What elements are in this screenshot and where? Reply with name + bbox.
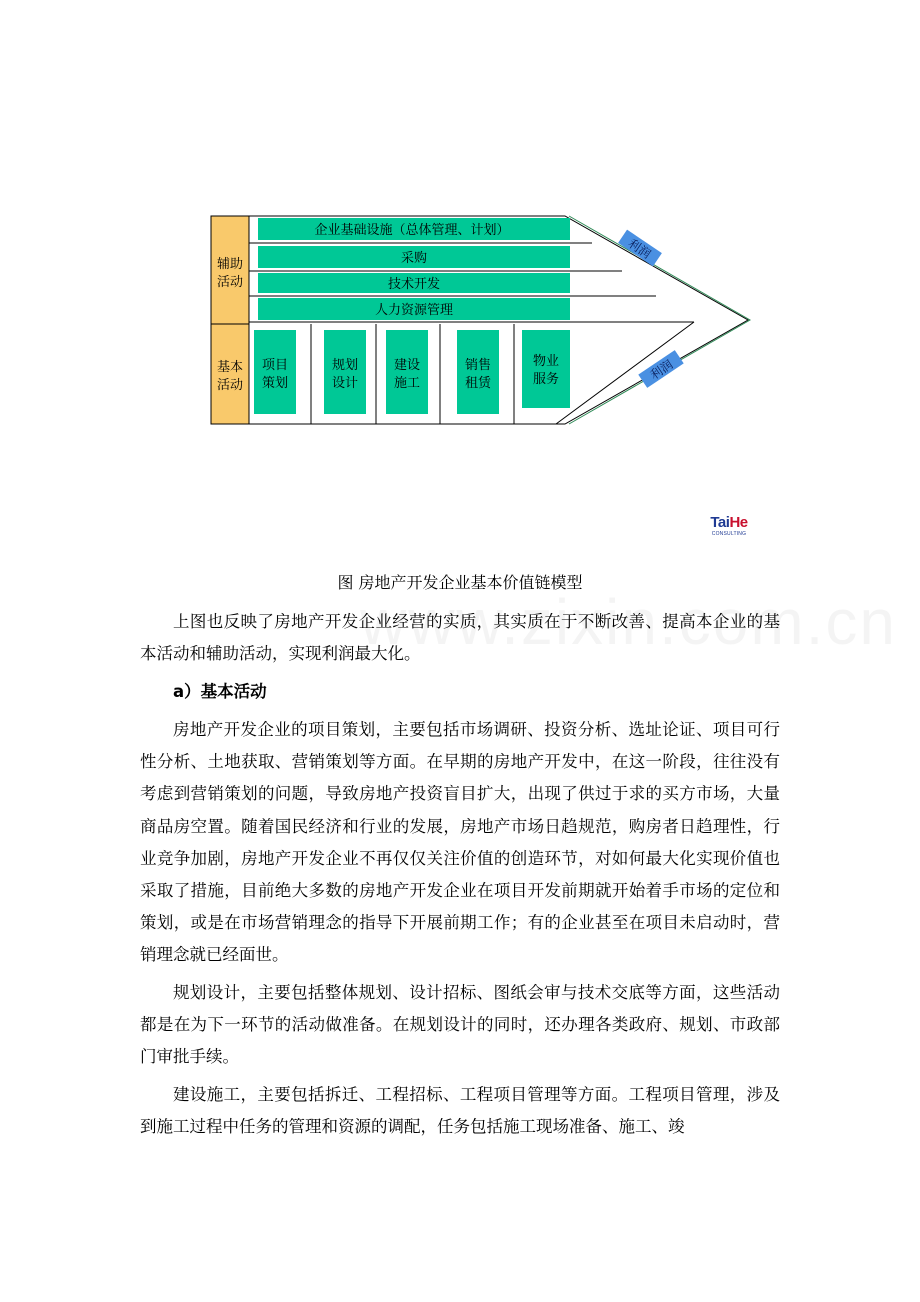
body-text [140,606,780,1144]
margin-label-text: 利润 [625,236,654,262]
support-side-label-2: 活动 [216,275,244,290]
primary-box-label: 建设 [393,358,421,373]
primary-box-label: 销售 [464,358,492,373]
primary-side-label-2: 活动 [216,378,244,393]
primary-box-label: 项目 [261,358,289,373]
primary-box-label: 租赁 [464,376,492,391]
paragraph: 规划设计，主要包括整体规划、设计招标、图纸会审与技术交底等方面，这些活动都是在为下一环节的活动做准备。在规划设计的同时，还办理各类政府、规划、市政部门审批手续。 [140,983,780,1067]
value-chain-diagram [0,0,920,440]
support-bar-label: 技术开发 [387,277,441,292]
logo-wordmark [706,515,752,531]
taihe-logo [706,515,752,537]
support-bar-label: 采购 [400,251,428,266]
paragraph: 上图也反映了房地产开发企业经营的实质，其实质在于不断改善、提高本企业的基本活动和辅助活动，实现利润最大化。 [140,612,780,664]
support-bar-label: 企业基础设施（总体管理、计划） [314,223,510,238]
section-heading: a）基本活动 [173,682,267,702]
primary-box-label: 服务 [532,372,560,387]
paragraph: 建设施工，主要包括拆迁、工程招标、工程项目管理等方面。工程项目管理，涉及到施工过程中任务的管理和资源的调配，任务包括施工现场准备、施工、竣 [140,1085,780,1137]
primary-box-label: 施工 [393,376,421,391]
primary-box-label: 规划 [331,358,359,373]
primary-box-label: 物业 [532,354,560,369]
primary-box-label: 策划 [261,376,289,391]
logo-wordmark-a: Tai [710,514,730,531]
logo-wordmark-b: He [729,514,748,531]
logo-subtitle: CONSULTING [711,531,747,537]
primary-box-label: 设计 [331,376,359,391]
margin-label-text: 利润 [647,357,676,383]
figure-caption: 图 房地产开发企业基本价值链模型 [337,573,583,592]
support-side-label-1: 辅助 [216,257,244,272]
primary-box-property-service [522,330,570,408]
support-bar-label: 人力资源管理 [374,303,454,318]
paragraph: 房地产开发企业的项目策划，主要包括市场调研、投资分析、选址论证、项目可行性分析、土地获取、营销策划等方面。在早期的房地产开发中，在这一阶段，往往没有考虑到营销策划的问题，导致房地产投资盲目扩大，出现了供过于求的买方市场，大量商品房空置。随着国民经济和行业的发展，房地产市场日趋规范，购房者日趋理性，行业竞争加剧，房地产开发企业不再仅仅关注价值的创造环节，对如何最大化实现价值也采取了措施，目前绝大多数的房地产开发企业在项目开发前期就开始着手市场的定位和策划，或是在市场营销理念的指导下开展前期工作；有的企业甚至在项目未启动时，营销理念就已经面世。 [140,720,780,964]
primary-side-label-1: 基本 [216,360,244,375]
